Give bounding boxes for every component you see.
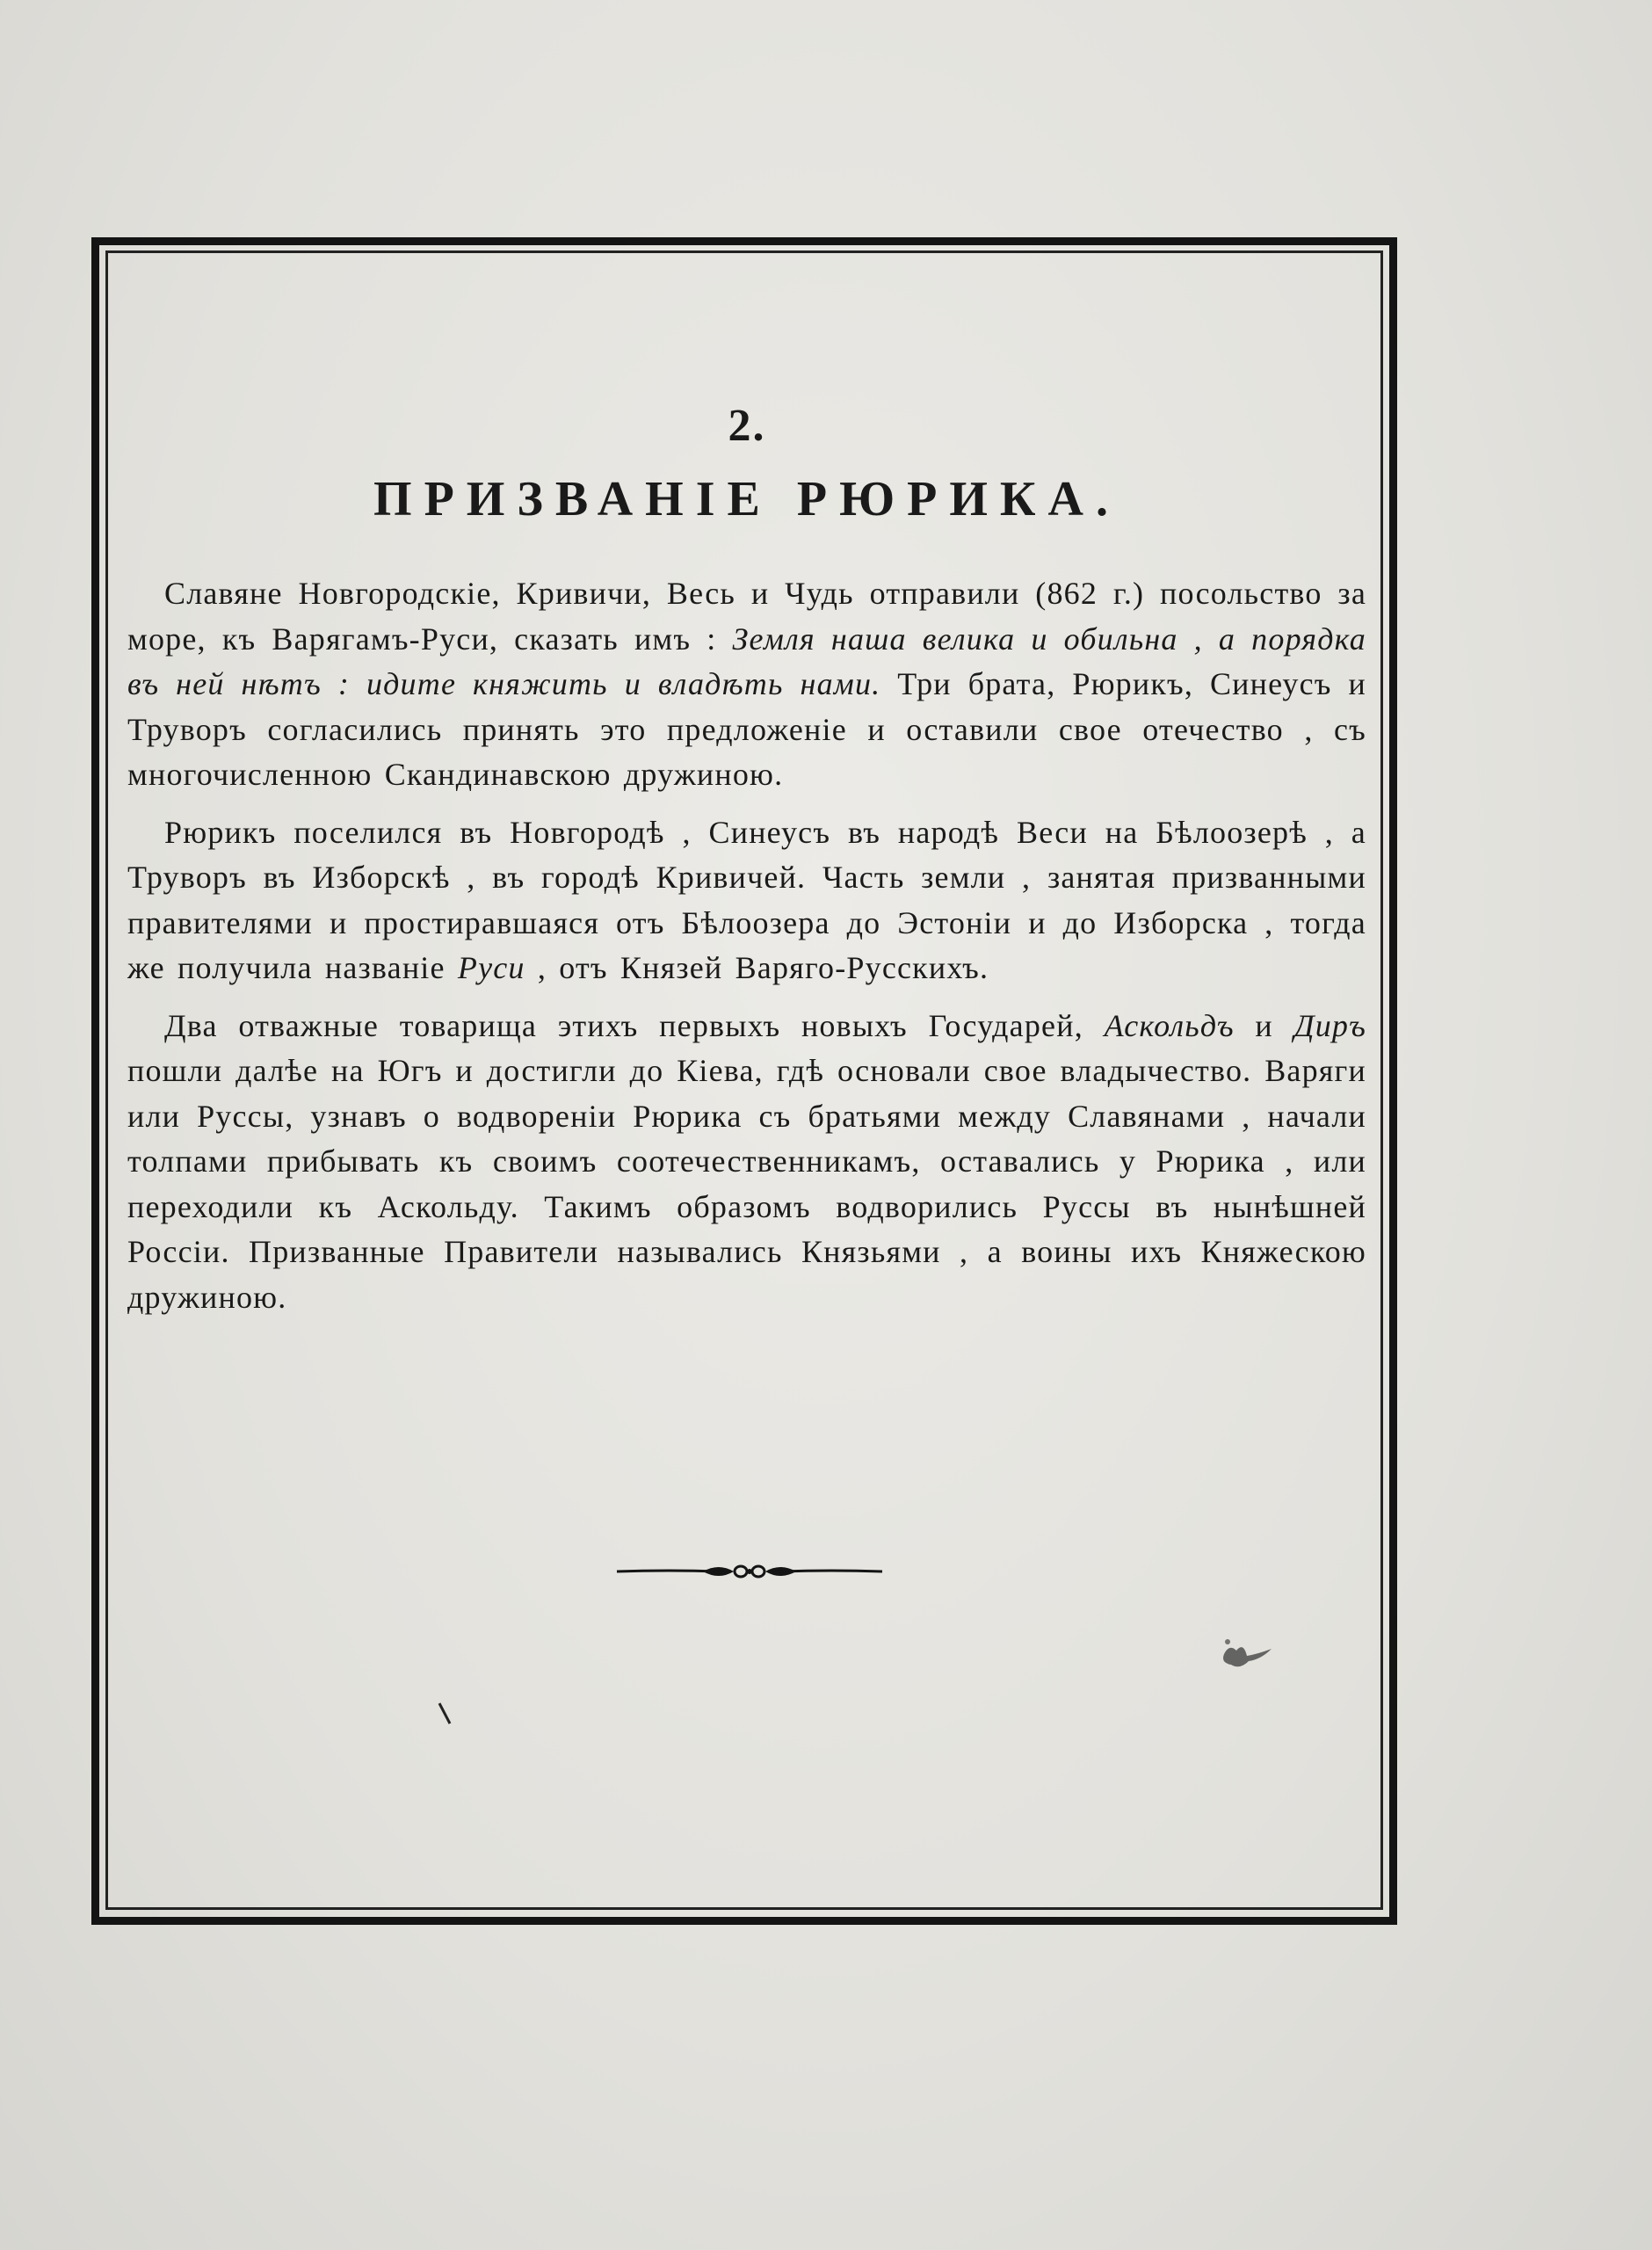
- paragraph-2: [127, 810, 1366, 991]
- chapter-title: ПРИЗВАНІЕ РЮРИКА.: [373, 472, 1120, 526]
- paragraph-3-dir: Диръ: [1293, 1007, 1366, 1043]
- pen-mark-icon: [437, 1701, 454, 1727]
- paragraph-3-text-b: пошли далѣе на Югъ и достигли до Кіева, гдѣ основали свое владычество. Варяги или Руссы, узнавъ о водвореніи Рюрика съ братьями между Славянами , начали толпами прибывать къ своимъ соотечественникамъ, оставались у Рюрика , или переходили къ Аскольду. Такимъ образомъ водворились Руссы въ нынѣшней Россіи. Призванные Правители назывались Князьями , а воины ихъ Княжескою дружиною.: [127, 1053, 1366, 1315]
- paragraph-2-text-b: , отъ Князей Варяго-Русскихъ.: [525, 950, 989, 985]
- chapter-number: 2.: [728, 401, 766, 451]
- paragraph-1-text-b: Три брата, Рюрикъ, Синеусъ и Труворъ согласились принять это предложеніе и оставили свое отечество , съ многочисленною Скандинавскою дружиною.: [127, 666, 1366, 792]
- paragraph-1: [127, 571, 1366, 798]
- paragraph-3-and: и: [1234, 1007, 1294, 1043]
- paragraph-2-rus: Руси: [457, 950, 525, 985]
- page-content: [127, 400, 1366, 1332]
- ornamental-rule-icon: [615, 1554, 884, 1589]
- paragraph-1-quote: Земля наша велика и обильна , а порядка въ ней нѣтъ : идите княжить и владѣть нами.: [127, 621, 1366, 701]
- paragraph-3: [127, 1004, 1366, 1321]
- paragraph-2-text-a: Рюрикъ поселился въ Новгородѣ , Синеусъ въ народѣ Веси на Бѣлоозерѣ , а Труворъ въ Изборскѣ , въ городѣ Кривичей. Часть земли , занятая призванными правителями и простиравшаяся отъ Бѣлоозера до Эстоніи и до Изборска , тогда же получила названіе: [127, 814, 1366, 985]
- paragraph-3-text-a: Два отважные товарища этихъ первыхъ новыхъ Государей,: [164, 1007, 1105, 1043]
- paragraph-1-text-a: Славяне Новгородскіе, Кривичи, Весь и Чудь отправили (862 г.) посольство за море, къ Варягамъ-Руси, сказать имъ :: [127, 576, 1366, 657]
- ink-stain-icon: [1217, 1635, 1279, 1674]
- paragraph-3-askold: Аскольдъ: [1104, 1007, 1235, 1043]
